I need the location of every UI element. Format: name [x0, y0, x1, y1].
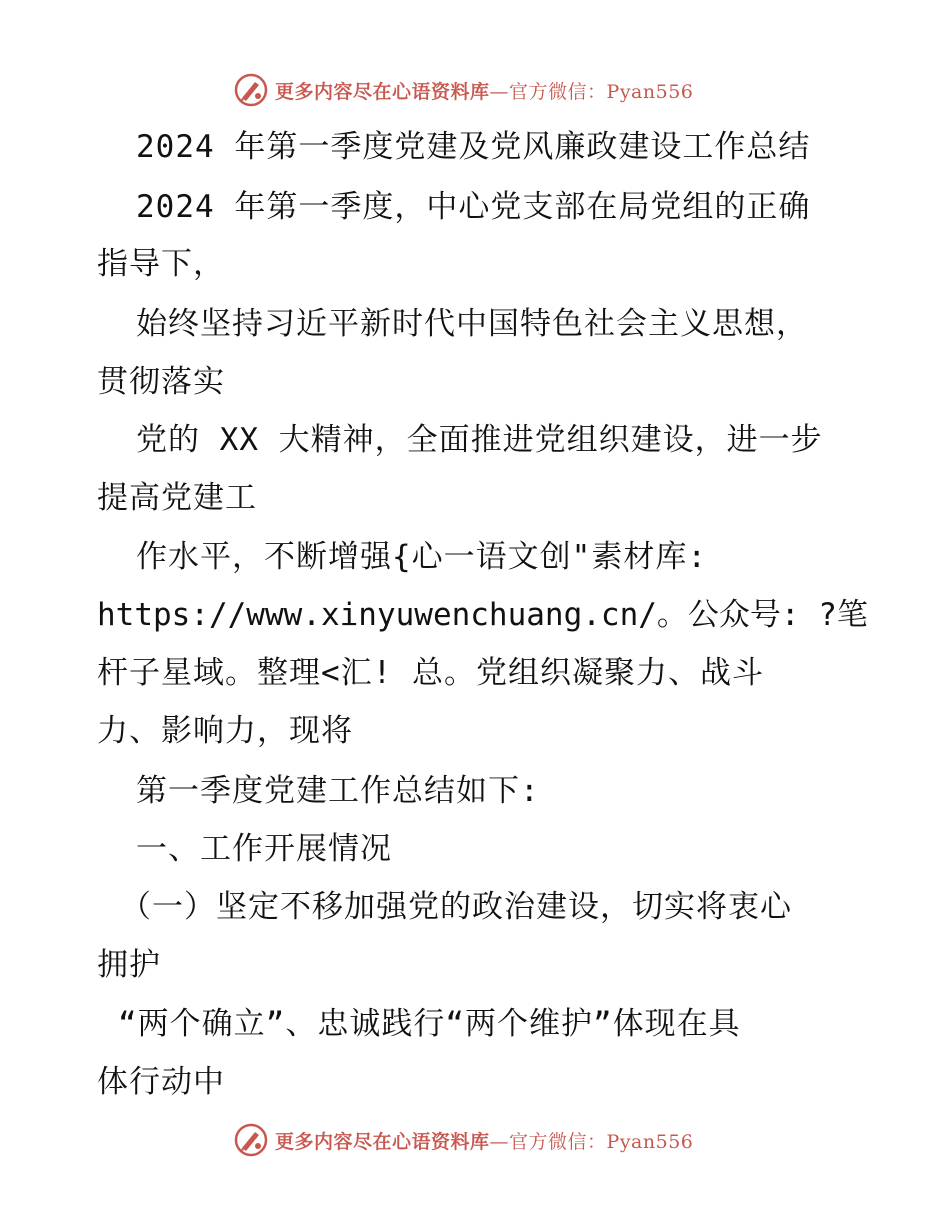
document-title: 2024 年第一季度党建及党风廉政建设工作总结	[136, 129, 811, 165]
paragraph-line: 体行动中	[97, 1064, 225, 1100]
paragraph-line: 提高党建工	[97, 480, 257, 516]
paragraph-line: 贯彻落实	[97, 364, 225, 400]
paragraph-line: 拥护	[97, 947, 161, 983]
paragraph-line: “两个确立”、忠诚践行“两个维护”体现在具	[118, 1006, 741, 1042]
pen-seal-icon	[233, 1122, 269, 1158]
paragraph-line: 杆子星域。整理<汇! 总。党组织凝聚力、战斗	[97, 655, 764, 691]
paragraph-line: 2024 年第一季度，中心党支部在局党组的正确	[136, 189, 811, 225]
paragraph-line: 力、影响力，现将	[97, 713, 353, 749]
paragraph-line: 第一季度党建工作总结如下:	[136, 773, 540, 809]
paragraph-line: 指导下，	[97, 246, 225, 282]
section-heading: 一、工作开展情况	[136, 831, 392, 867]
paragraph-line: 始终坚持习近平新时代中国特色社会主义思想，	[136, 306, 808, 342]
footer-banner	[0, 1118, 950, 1162]
banner-text: 更多内容尽在心语资料库—官方微信：Pyan556	[275, 80, 694, 103]
banner-text: 更多内容尽在心语资料库—官方微信：Pyan556	[275, 1130, 694, 1153]
paragraph-line: 党的 XX 大精神，全面推进党组织建设，进一步	[136, 422, 823, 458]
paragraph-line: https://www.xinyuwenchuang.cn/。公众号: ?笔	[97, 597, 868, 633]
paragraph-line: 作水平，不断增强{心一语文创"素材库:	[136, 539, 707, 575]
subsection-heading: （一）坚定不移加强党的政治建设，切实将衷心	[120, 889, 792, 925]
